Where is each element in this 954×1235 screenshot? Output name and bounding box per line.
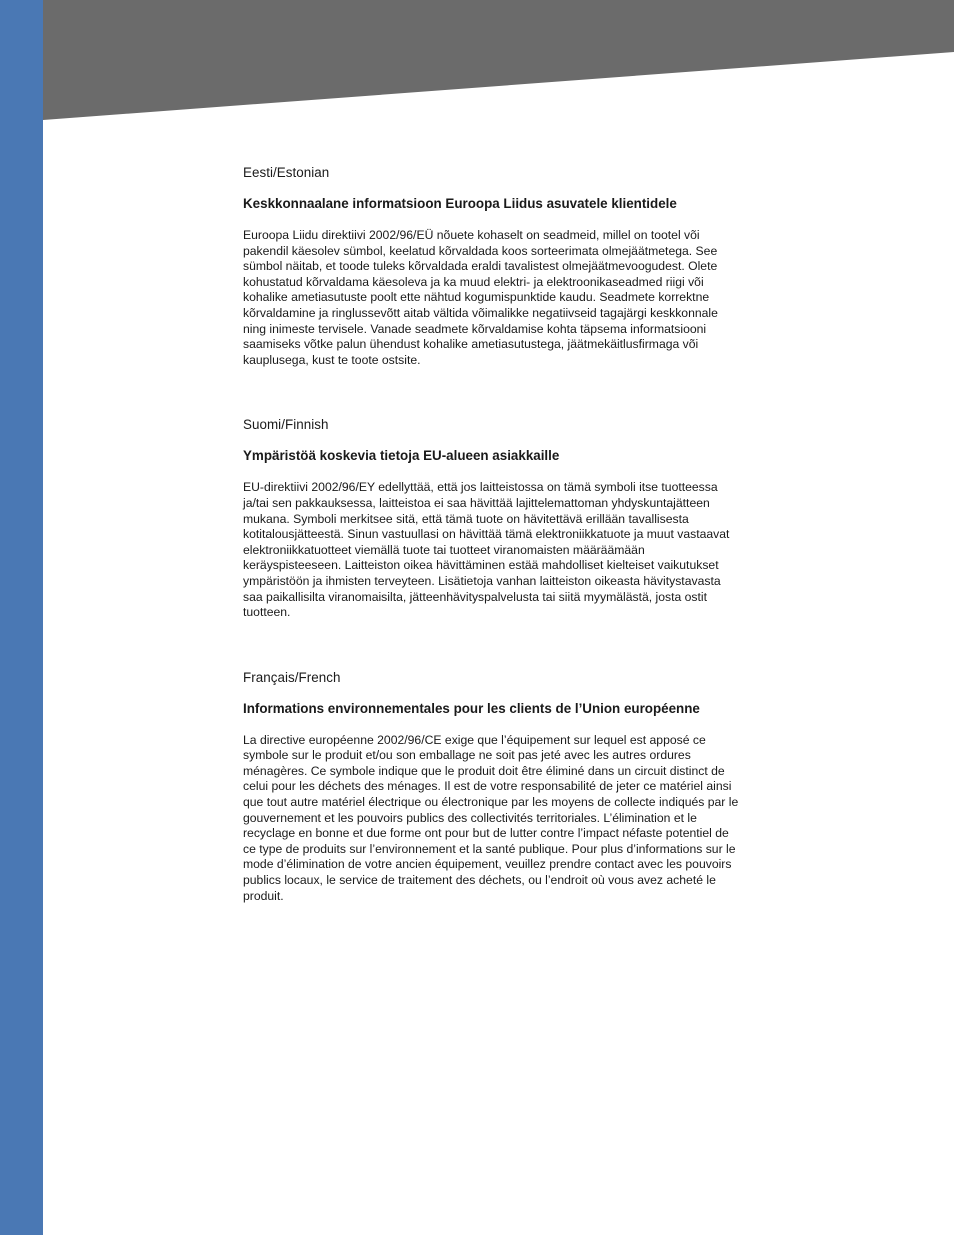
section-title: Ympäristöä koskevia tietoja EU-alueen asiakkaille <box>243 448 560 464</box>
left-accent-bar <box>0 0 43 1235</box>
section-language-heading: Français/French <box>243 669 341 685</box>
section-body-text: La directive européenne 2002/96/CE exige que l’équipement sur lequel est apposé ce symbole sur le produit et/ou son emballage ne soit pas jeté avec les autres ordures ménagères. Ce symbole indique que le produit doit être éliminé dans un circuit distinct de celui pour les déchets des ménages. Il est de votre responsabilité de jeter ce matériel ainsi que tout autre matériel électrique ou électronique par les moyens de collecte indiqués par le gouvernement et les pouvoirs publics des collectivités territoriales. L’élimination et le recyclage en bonne et due forme ont pour but de lutter contre l’impact néfaste potentiel de ce type de produits sur l’environnement et la santé publique. Pour plus d’informations sur le mode d’élimination de votre ancien équipement, veuillez prendre contact avec les pouvoirs publics locaux, le service de traitement des déchets, ou l’endroit où vous avez acheté le produit. <box>243 732 739 903</box>
document-content <box>243 164 743 904</box>
section-language-heading: Eesti/Estonian <box>243 165 330 180</box>
section-french <box>243 669 743 905</box>
section-body-text: Euroopa Liidu direktiivi 2002/96/EÜ nõuete kohaselt on seadmeid, millel on tootel või pakendil käesolev sümbol, keelatud kõrvaldada koos sorteerimata olmejäätmetega. See sümbol näitab, et toode tuleks kõrvaldada eraldi tavalistest olmejäätmevoogudest. Olete kohustatud kõrvaldama käesoleva ja ka muud elektri- ja elektroonikaseadmed riigi või kohalike ametiasutuste poolt ette nähtud kogumispunktide kaudu. Seadmete korrektne kõrvaldamine ja ringlussevõtt aitab vältida võimalikke negatiivseid tagajärgi keskkonnale ning inimeste tervisele. Vanade seadmete kõrvaldamise kohta täpsema informatsiooni saamiseks võtke palun ühendust kohalike ametiasutustega, jäätmekäitlusfirmaga või kauplusega, kust te toote ostsite. <box>243 228 718 367</box>
section-estonian <box>243 164 743 368</box>
header-wedge-shape <box>43 0 954 125</box>
section-title: Informations environnementales pour les clients de l’Union européenne <box>243 700 700 716</box>
header-band <box>43 0 954 125</box>
section-body-text: EU-direktiivi 2002/96/EY edellyttää, että jos laitteistossa on tämä symboli itse tuotteessa ja/tai sen pakkauksessa, laitteistoa ei saa hävittää lajittelemattoman yhdyskuntajätteen mukana. Symboli merkitsee sitä, että tämä tuote on hävitettävä erillään tavallisesta kotitalousjätteestä. Sinun vastuullasi on hävittää tämä elektroniikkatuote ja muut vastaavat elektroniikkatuotteet viemällä tuote tai tuotteet viranomaisten määräämään keräyspisteeseen. Laitteiston oikea hävittäminen estää mahdolliset kielteiset vaikutukset ympäristöön ja ihmisten terveyteen. Lisätietoja vanhan laitteiston oikeasta hävitystavasta saa paikallisilta viranomaisilta, jätteenhävityspalvelusta tai siitä myymälästä, josta ostit tuotteen. <box>243 480 730 620</box>
section-title: Keskkonnaalane informatsioon Euroopa Liidus asuvatele klientidele <box>243 196 677 211</box>
section-finnish <box>243 416 743 620</box>
section-language-heading: Suomi/Finnish <box>243 417 329 433</box>
